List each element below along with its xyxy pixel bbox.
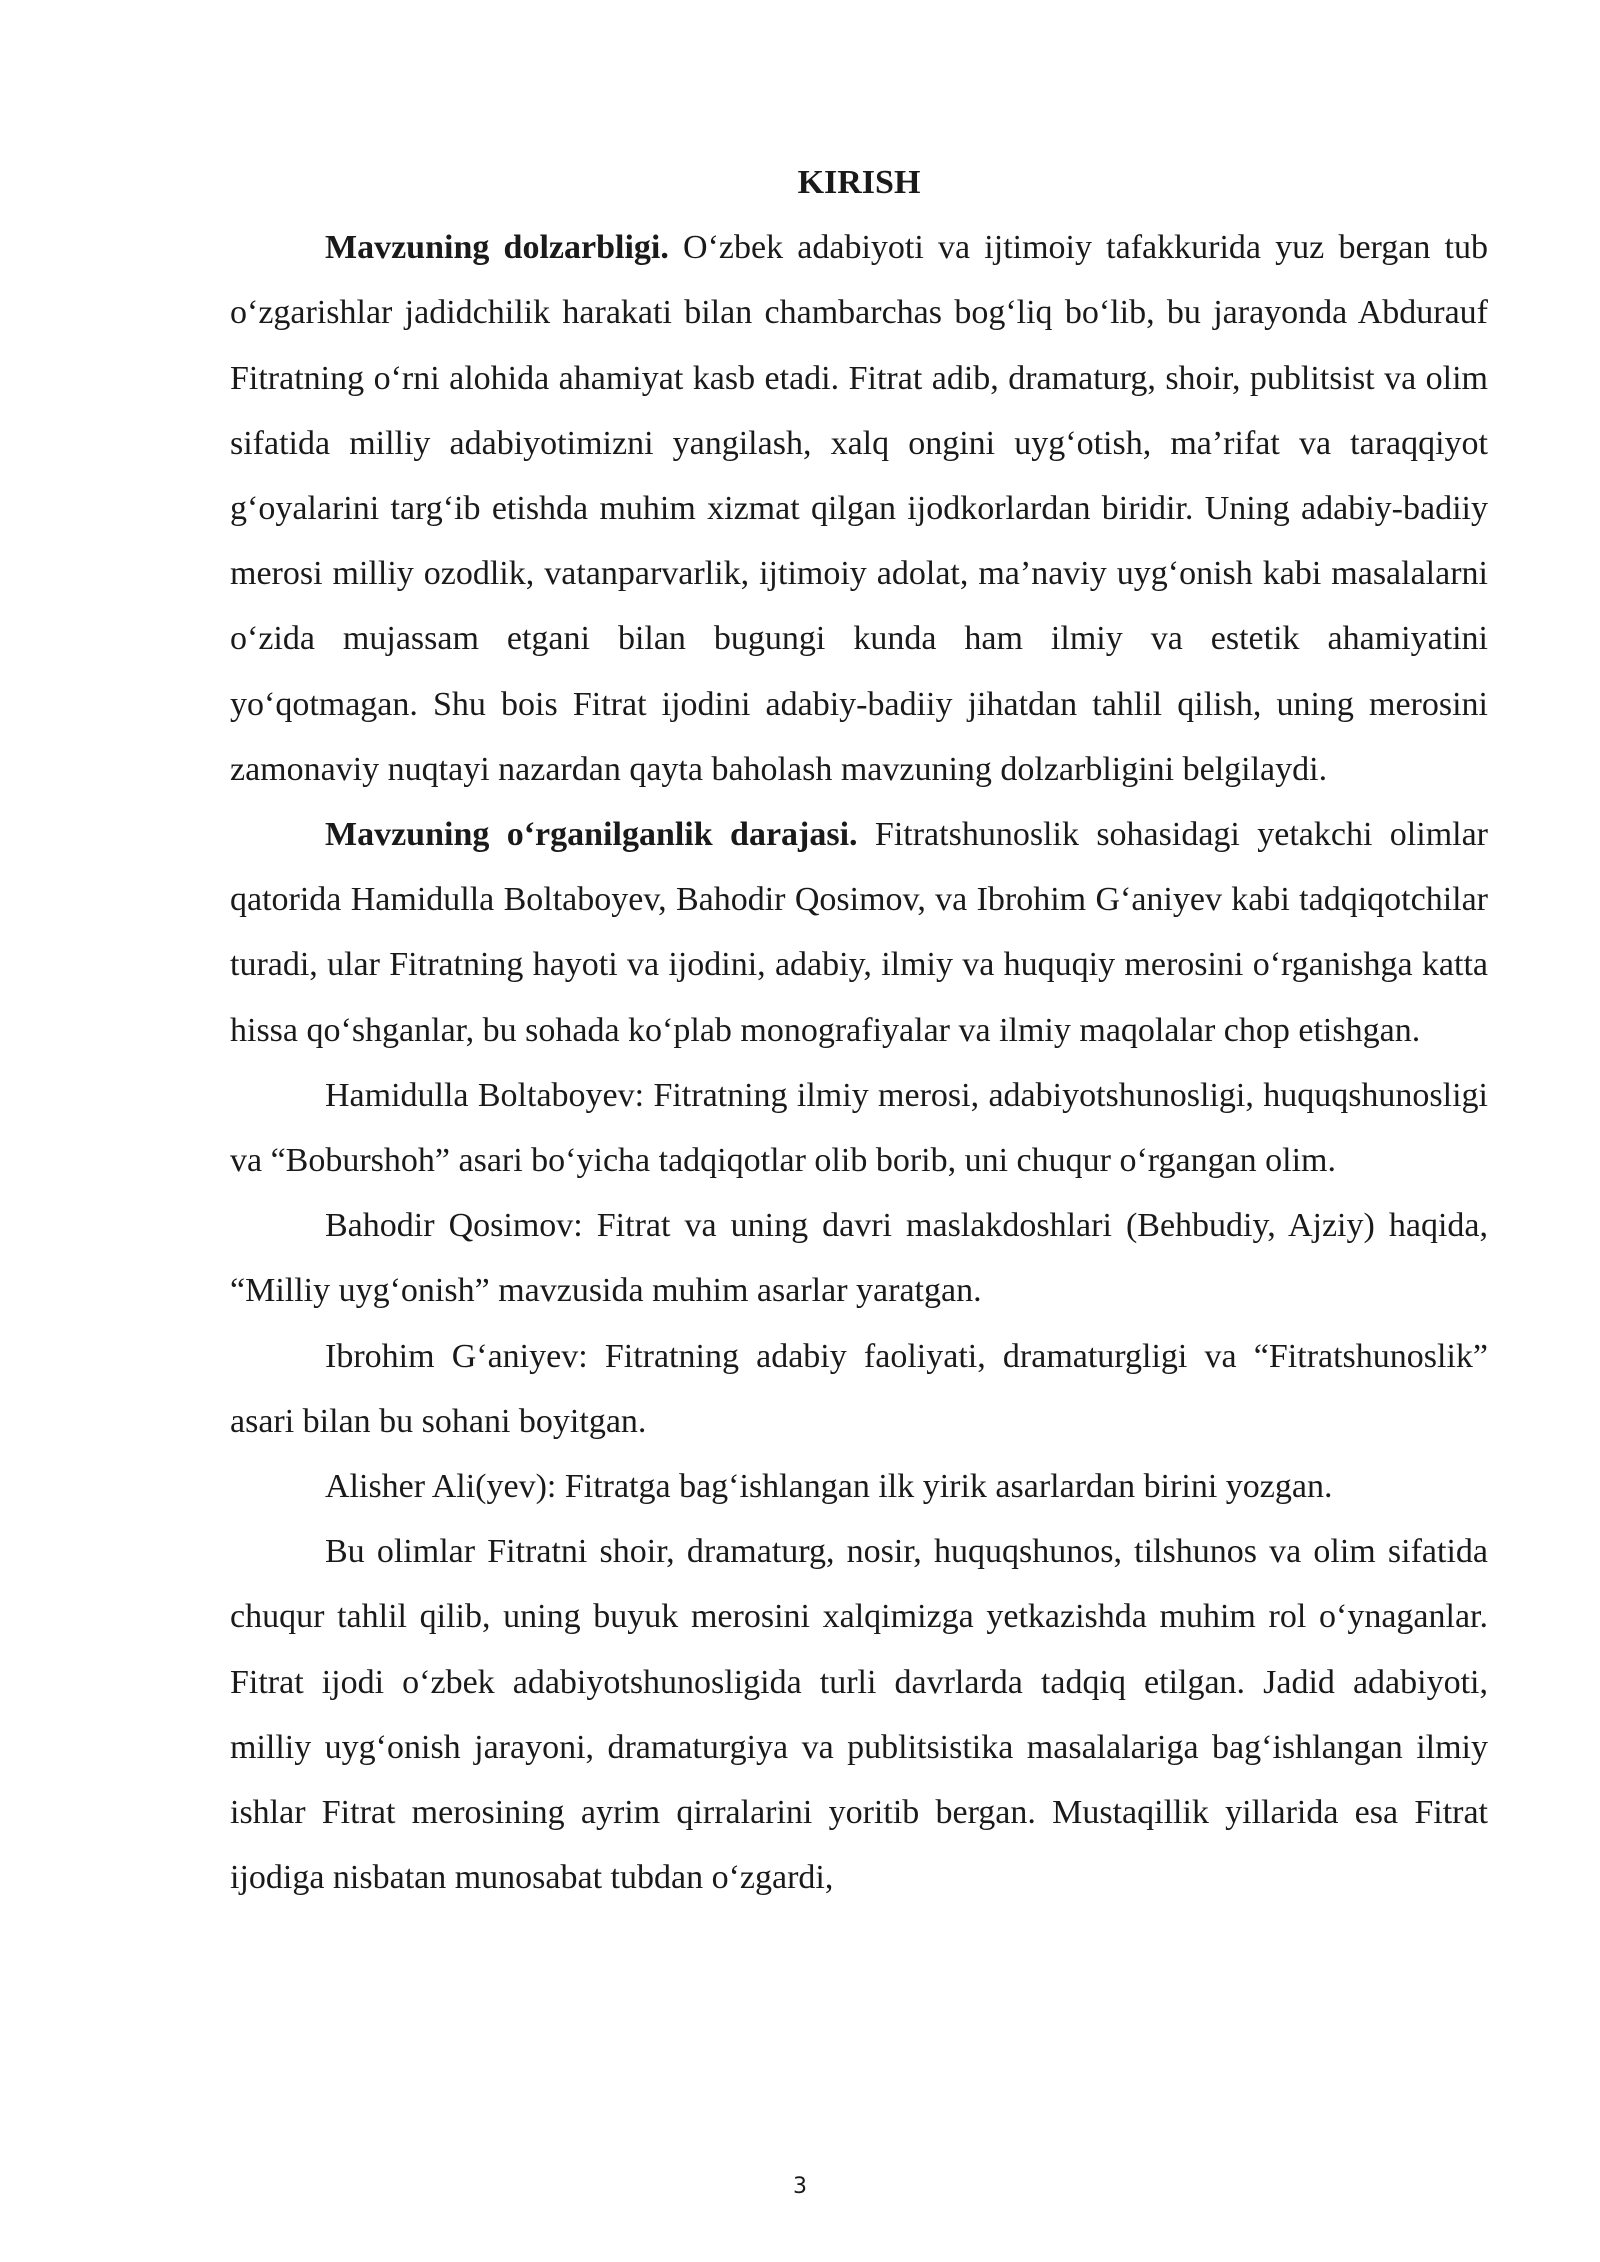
paragraph-lead: Mavzuning o‘rganilganlik darajasi. xyxy=(325,816,858,854)
paragraph-text: Ibrohim G‘aniyev: Fitratning adabiy faoliyati, dramaturgligi va “Fitratshunoslik” asari bilan bu sohani boyitgan. xyxy=(230,1337,1488,1440)
paragraph-relevance xyxy=(230,215,1488,802)
paragraph-boltaboyev xyxy=(230,1063,1488,1193)
paragraph-aliyev xyxy=(230,1454,1488,1519)
paragraph-text: Bahodir Qosimov: Fitrat va uning davri maslakdoshlari (Behbudiy, Ajziy) haqida, “Milliy uyg‘onish” mavzusida muhim asarlar yaratgan. xyxy=(230,1207,1488,1310)
paragraph-text: Bu olimlar Fitratni shoir, dramaturg, nosir, huquqshunos, tilshunos va olim sifatida chuqur tahlil qilib, uning buyuk merosini xalqimizga yetkazishda muhim rol o‘ynaganlar. Fitrat ijodi o‘zbek adabiyotshunosligida turli davrlarda tadqiq etilgan. Jadid adabiyoti, milliy uyg‘onish jarayoni, dramaturgiya va publitsistika masalalariga bag‘ishlangan ilmiy ishlar Fitrat merosining ayrim qirralarini yoritib bergan. Mustaqillik yillarida esa Fitrat ijodiga nisbatan munosabat tubdan o‘zgardi, xyxy=(230,1533,1488,1897)
paragraph-summary xyxy=(230,1519,1488,1910)
section-title: KIRISH xyxy=(797,164,921,201)
paragraph-qosimov xyxy=(230,1193,1488,1323)
paragraph-text: Fitratshunoslik sohasidagi yetakchi olimlar qatorida Hamidulla Boltaboyev, Bahodir Qosimov, va Ibrohim G‘aniyev kabi tadqiqotchilar turadi, ular Fitratning hayoti va ijodini, adabiy, ilmiy va huquqiy merosini o‘rganishga katta hissa qo‘shganlar, bu sohada ko‘plab monografiyalar va ilmiy maqolalar chop etishgan. xyxy=(230,816,1488,1049)
paragraph-lead: Mavzuning dolzarbligi. xyxy=(325,229,669,267)
paragraph-ganiyev xyxy=(230,1324,1488,1454)
paragraph-text: Alisher Ali(yev): Fitratga bag‘ishlangan ilk yirik asarlardan birini yozgan. xyxy=(325,1468,1333,1506)
page-number: 3 xyxy=(793,2174,807,2199)
paragraph-text: O‘zbek adabiyoti va ijtimoiy tafakkurida yuz bergan tub o‘zgarishlar jadidchilik harakati bilan chambarchas bog‘liq bo‘lib, bu jarayonda Abdurauf Fitratning o‘rni alohida ahamiyat kasb etadi. Fitrat adib, dramaturg, shoir, publitsist va olim sifatida milliy adabiyotimizni yangilash, xalq ongini uyg‘otish, ma’rifat va taraqqiyot g‘oyalarini targ‘ib etishda muhim xizmat qilgan ijodkorlardan biridir. Uning adabiy-badiiy merosi milliy ozodlik, vatanparvarlik, ijtimoiy adolat, ma’naviy uyg‘onish kabi masalalarni o‘zida mujassam etgani bilan bugungi kunda ham ilmiy va estetik ahamiyatini yo‘qotmagan. Shu bois Fitrat ijodini adabiy-badiiy jihatdan tahlil qilish, uning merosini zamonaviy nuqtayi nazardan qayta baholash mavzuning dolzarbligini belgilaydi. xyxy=(230,229,1488,788)
paragraph-text: Hamidulla Boltaboyev: Fitratning ilmiy merosi, adabiyotshunosligi, huquqshunosligi va “Bobursho‌h” asari bo‘yicha tadqiqotlar olib borib, uni chuqur o‘rgangan olim. xyxy=(230,1076,1488,1180)
page-body xyxy=(230,150,1488,1910)
paragraph-study-degree xyxy=(230,802,1488,1063)
